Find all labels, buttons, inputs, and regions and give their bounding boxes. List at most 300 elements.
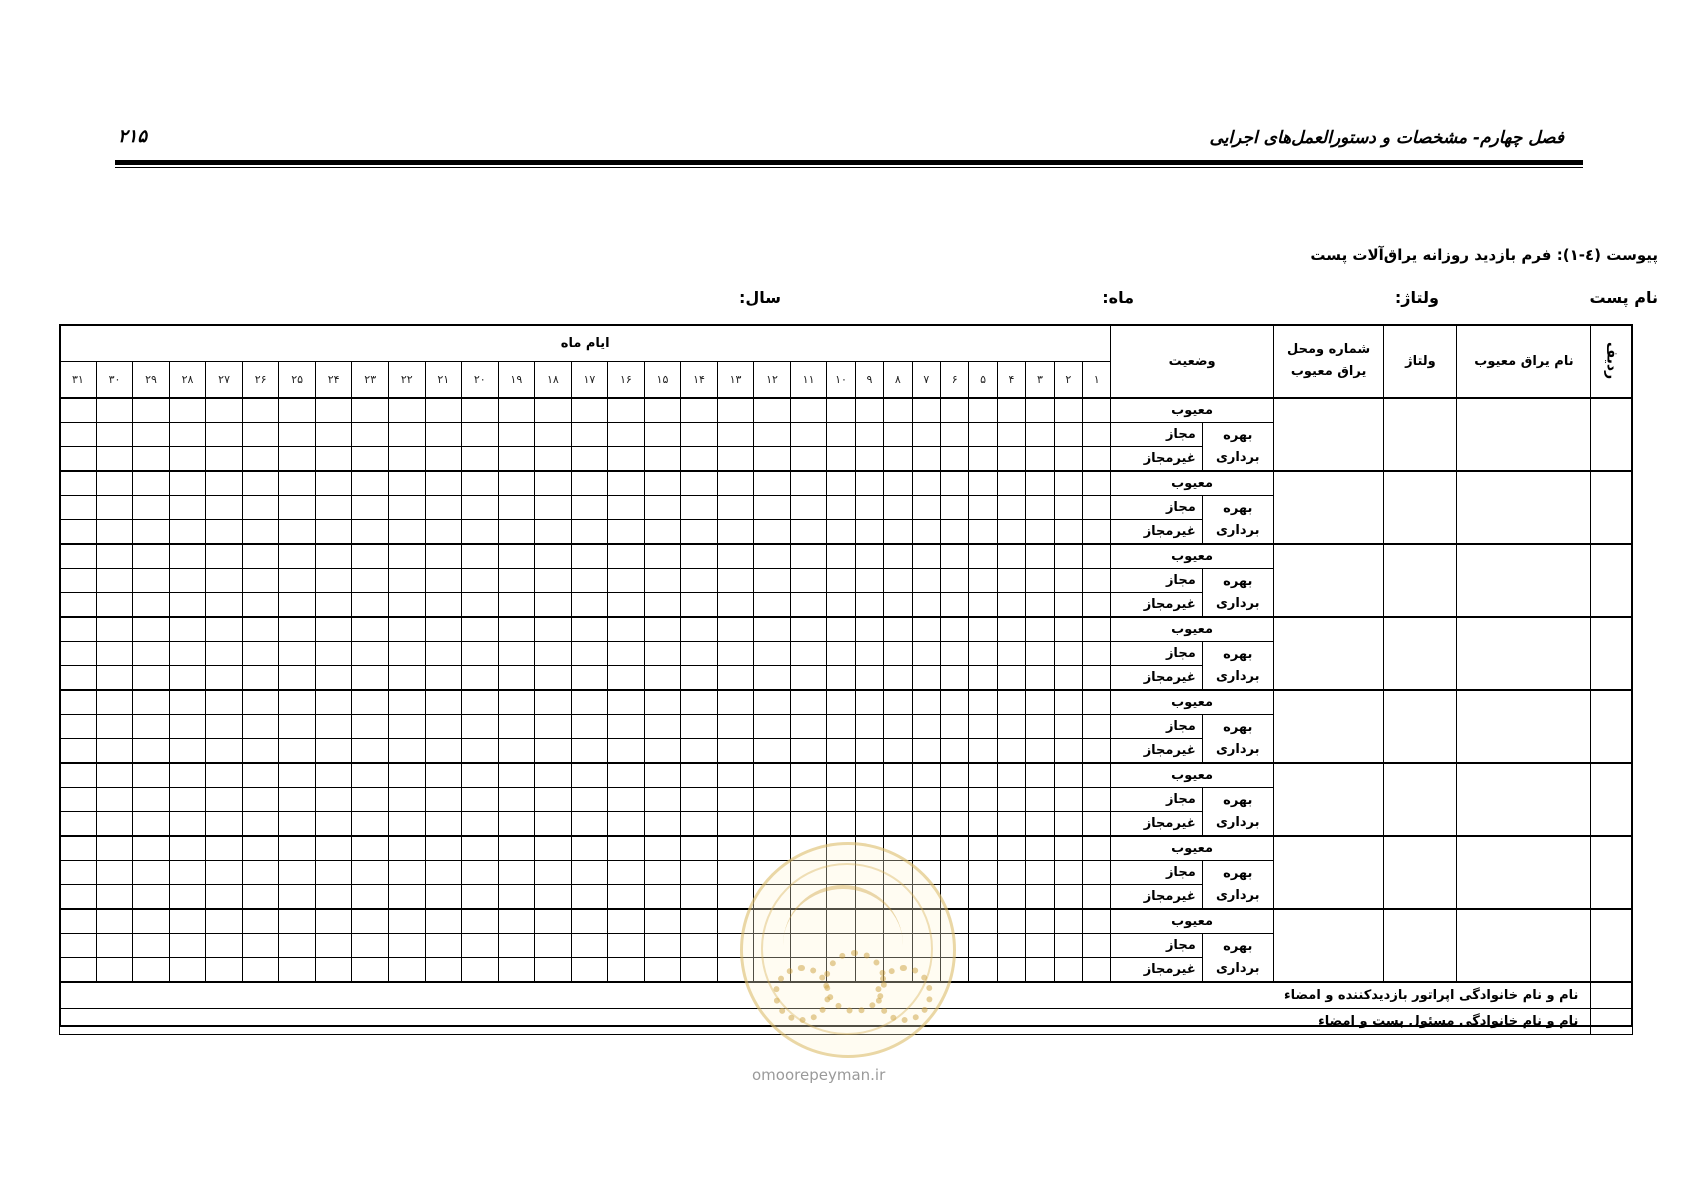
- day-check-cell[interactable]: [315, 885, 352, 910]
- day-check-cell[interactable]: [498, 544, 535, 569]
- equipment-name-cell[interactable]: [1457, 471, 1591, 544]
- day-check-cell[interactable]: [206, 861, 243, 885]
- day-check-cell[interactable]: [462, 496, 499, 520]
- day-check-cell[interactable]: [462, 690, 499, 715]
- day-check-cell[interactable]: [912, 788, 940, 812]
- day-check-cell[interactable]: [827, 788, 855, 812]
- day-check-cell[interactable]: [169, 763, 206, 788]
- day-check-cell[interactable]: [940, 861, 968, 885]
- day-check-cell[interactable]: [1026, 788, 1054, 812]
- day-check-cell[interactable]: [1026, 398, 1054, 423]
- day-check-cell[interactable]: [169, 934, 206, 958]
- day-check-cell[interactable]: [425, 520, 462, 545]
- day-check-cell[interactable]: [681, 398, 718, 423]
- day-check-cell[interactable]: [912, 593, 940, 618]
- day-check-cell[interactable]: [1054, 666, 1082, 691]
- day-check-cell[interactable]: [388, 690, 425, 715]
- day-check-cell[interactable]: [997, 885, 1025, 910]
- day-check-cell[interactable]: [754, 739, 791, 764]
- day-check-cell[interactable]: [912, 642, 940, 666]
- day-check-cell[interactable]: [206, 885, 243, 910]
- day-check-cell[interactable]: [352, 544, 389, 569]
- day-check-cell[interactable]: [535, 690, 572, 715]
- day-check-cell[interactable]: [242, 471, 279, 496]
- day-check-cell[interactable]: [717, 520, 754, 545]
- day-check-cell[interactable]: [169, 520, 206, 545]
- day-check-cell[interactable]: [1083, 763, 1111, 788]
- day-check-cell[interactable]: [60, 471, 97, 496]
- day-check-cell[interactable]: [352, 885, 389, 910]
- day-check-cell[interactable]: [96, 520, 133, 545]
- day-check-cell[interactable]: [1054, 423, 1082, 447]
- day-check-cell[interactable]: [717, 861, 754, 885]
- day-check-cell[interactable]: [681, 788, 718, 812]
- day-check-cell[interactable]: [315, 715, 352, 739]
- day-check-cell[interactable]: [997, 496, 1025, 520]
- day-check-cell[interactable]: [498, 642, 535, 666]
- day-check-cell[interactable]: [644, 763, 681, 788]
- day-check-cell[interactable]: [498, 812, 535, 837]
- day-check-cell[interactable]: [644, 520, 681, 545]
- day-check-cell[interactable]: [279, 715, 316, 739]
- day-check-cell[interactable]: [60, 520, 97, 545]
- day-check-cell[interactable]: [884, 471, 912, 496]
- day-check-cell[interactable]: [279, 617, 316, 642]
- number-location-cell[interactable]: [1273, 617, 1384, 690]
- day-check-cell[interactable]: [1054, 496, 1082, 520]
- day-check-cell[interactable]: [608, 423, 645, 447]
- day-check-cell[interactable]: [96, 788, 133, 812]
- day-check-cell[interactable]: [1054, 447, 1082, 472]
- day-check-cell[interactable]: [969, 520, 997, 545]
- day-check-cell[interactable]: [790, 617, 827, 642]
- day-check-cell[interactable]: [535, 666, 572, 691]
- day-check-cell[interactable]: [644, 690, 681, 715]
- day-check-cell[interactable]: [969, 544, 997, 569]
- day-check-cell[interactable]: [608, 496, 645, 520]
- day-check-cell[interactable]: [315, 861, 352, 885]
- day-check-cell[interactable]: [571, 423, 608, 447]
- day-check-cell[interactable]: [242, 715, 279, 739]
- day-check-cell[interactable]: [60, 763, 97, 788]
- day-check-cell[interactable]: [571, 544, 608, 569]
- day-check-cell[interactable]: [1054, 398, 1082, 423]
- day-check-cell[interactable]: [571, 836, 608, 861]
- day-check-cell[interactable]: [133, 812, 170, 837]
- day-check-cell[interactable]: [884, 447, 912, 472]
- day-check-cell[interactable]: [352, 739, 389, 764]
- day-check-cell[interactable]: [912, 423, 940, 447]
- day-check-cell[interactable]: [169, 593, 206, 618]
- day-check-cell[interactable]: [279, 496, 316, 520]
- day-check-cell[interactable]: [388, 909, 425, 934]
- day-check-cell[interactable]: [96, 715, 133, 739]
- day-check-cell[interactable]: [790, 812, 827, 837]
- day-check-cell[interactable]: [60, 909, 97, 934]
- day-check-cell[interactable]: [498, 763, 535, 788]
- day-check-cell[interactable]: [1083, 398, 1111, 423]
- day-check-cell[interactable]: [388, 496, 425, 520]
- day-check-cell[interactable]: [644, 788, 681, 812]
- day-check-cell[interactable]: [315, 471, 352, 496]
- day-check-cell[interactable]: [997, 666, 1025, 691]
- day-check-cell[interactable]: [969, 958, 997, 983]
- day-check-cell[interactable]: [969, 836, 997, 861]
- day-check-cell[interactable]: [681, 471, 718, 496]
- day-check-cell[interactable]: [717, 569, 754, 593]
- day-check-cell[interactable]: [1026, 715, 1054, 739]
- day-check-cell[interactable]: [388, 715, 425, 739]
- day-check-cell[interactable]: [535, 715, 572, 739]
- day-check-cell[interactable]: [206, 593, 243, 618]
- day-check-cell[interactable]: [279, 909, 316, 934]
- day-check-cell[interactable]: [571, 885, 608, 910]
- day-check-cell[interactable]: [681, 642, 718, 666]
- day-check-cell[interactable]: [462, 885, 499, 910]
- day-check-cell[interactable]: [133, 593, 170, 618]
- day-check-cell[interactable]: [1026, 642, 1054, 666]
- day-check-cell[interactable]: [754, 423, 791, 447]
- day-check-cell[interactable]: [462, 715, 499, 739]
- number-location-cell[interactable]: [1273, 763, 1384, 836]
- day-check-cell[interactable]: [681, 861, 718, 885]
- day-check-cell[interactable]: [1026, 617, 1054, 642]
- voltage-cell[interactable]: [1384, 617, 1457, 690]
- day-check-cell[interactable]: [498, 447, 535, 472]
- day-check-cell[interactable]: [279, 398, 316, 423]
- day-check-cell[interactable]: [1026, 544, 1054, 569]
- day-check-cell[interactable]: [315, 496, 352, 520]
- day-check-cell[interactable]: [969, 739, 997, 764]
- day-check-cell[interactable]: [133, 763, 170, 788]
- day-check-cell[interactable]: [790, 739, 827, 764]
- day-check-cell[interactable]: [1026, 690, 1054, 715]
- day-check-cell[interactable]: [1054, 715, 1082, 739]
- day-check-cell[interactable]: [169, 617, 206, 642]
- day-check-cell[interactable]: [425, 642, 462, 666]
- day-check-cell[interactable]: [60, 593, 97, 618]
- day-check-cell[interactable]: [644, 544, 681, 569]
- day-check-cell[interactable]: [96, 569, 133, 593]
- day-check-cell[interactable]: [969, 569, 997, 593]
- day-check-cell[interactable]: [462, 788, 499, 812]
- day-check-cell[interactable]: [462, 763, 499, 788]
- day-check-cell[interactable]: [425, 423, 462, 447]
- day-check-cell[interactable]: [997, 861, 1025, 885]
- day-check-cell[interactable]: [1083, 909, 1111, 934]
- day-check-cell[interactable]: [169, 958, 206, 983]
- day-check-cell[interactable]: [206, 836, 243, 861]
- voltage-cell[interactable]: [1384, 544, 1457, 617]
- day-check-cell[interactable]: [498, 423, 535, 447]
- day-check-cell[interactable]: [717, 398, 754, 423]
- day-check-cell[interactable]: [133, 836, 170, 861]
- day-check-cell[interactable]: [315, 666, 352, 691]
- day-check-cell[interactable]: [855, 690, 883, 715]
- day-check-cell[interactable]: [133, 934, 170, 958]
- day-check-cell[interactable]: [388, 812, 425, 837]
- day-check-cell[interactable]: [462, 812, 499, 837]
- day-check-cell[interactable]: [206, 812, 243, 837]
- day-check-cell[interactable]: [498, 715, 535, 739]
- day-check-cell[interactable]: [1083, 520, 1111, 545]
- day-check-cell[interactable]: [912, 715, 940, 739]
- day-check-cell[interactable]: [681, 934, 718, 958]
- day-check-cell[interactable]: [60, 544, 97, 569]
- number-location-cell[interactable]: [1273, 909, 1384, 982]
- day-check-cell[interactable]: [855, 496, 883, 520]
- day-check-cell[interactable]: [169, 423, 206, 447]
- day-check-cell[interactable]: [884, 617, 912, 642]
- day-check-cell[interactable]: [352, 520, 389, 545]
- day-check-cell[interactable]: [425, 909, 462, 934]
- day-check-cell[interactable]: [1083, 569, 1111, 593]
- day-check-cell[interactable]: [912, 666, 940, 691]
- day-check-cell[interactable]: [96, 739, 133, 764]
- day-check-cell[interactable]: [571, 496, 608, 520]
- day-check-cell[interactable]: [827, 763, 855, 788]
- day-check-cell[interactable]: [279, 520, 316, 545]
- day-check-cell[interactable]: [133, 642, 170, 666]
- day-check-cell[interactable]: [388, 739, 425, 764]
- day-check-cell[interactable]: [96, 690, 133, 715]
- day-check-cell[interactable]: [790, 520, 827, 545]
- day-check-cell[interactable]: [608, 812, 645, 837]
- day-check-cell[interactable]: [425, 861, 462, 885]
- day-check-cell[interactable]: [1083, 423, 1111, 447]
- day-check-cell[interactable]: [571, 398, 608, 423]
- day-check-cell[interactable]: [717, 471, 754, 496]
- day-check-cell[interactable]: [571, 520, 608, 545]
- day-check-cell[interactable]: [498, 520, 535, 545]
- day-check-cell[interactable]: [717, 423, 754, 447]
- day-check-cell[interactable]: [608, 788, 645, 812]
- number-location-cell[interactable]: [1273, 471, 1384, 544]
- day-check-cell[interactable]: [940, 788, 968, 812]
- day-check-cell[interactable]: [462, 544, 499, 569]
- day-check-cell[interactable]: [462, 617, 499, 642]
- day-check-cell[interactable]: [352, 642, 389, 666]
- day-check-cell[interactable]: [912, 569, 940, 593]
- day-check-cell[interactable]: [315, 593, 352, 618]
- day-check-cell[interactable]: [96, 812, 133, 837]
- day-check-cell[interactable]: [608, 958, 645, 983]
- day-check-cell[interactable]: [242, 763, 279, 788]
- day-check-cell[interactable]: [133, 861, 170, 885]
- day-check-cell[interactable]: [912, 836, 940, 861]
- day-check-cell[interactable]: [242, 812, 279, 837]
- row-number-cell[interactable]: [1591, 909, 1633, 982]
- day-check-cell[interactable]: [498, 788, 535, 812]
- day-check-cell[interactable]: [242, 398, 279, 423]
- day-check-cell[interactable]: [279, 690, 316, 715]
- day-check-cell[interactable]: [827, 812, 855, 837]
- row-number-cell[interactable]: [1591, 836, 1633, 909]
- day-check-cell[interactable]: [754, 836, 791, 861]
- day-check-cell[interactable]: [969, 763, 997, 788]
- day-check-cell[interactable]: [717, 544, 754, 569]
- day-check-cell[interactable]: [754, 496, 791, 520]
- day-check-cell[interactable]: [1054, 520, 1082, 545]
- day-check-cell[interactable]: [997, 471, 1025, 496]
- day-check-cell[interactable]: [855, 471, 883, 496]
- day-check-cell[interactable]: [535, 496, 572, 520]
- day-check-cell[interactable]: [498, 496, 535, 520]
- day-check-cell[interactable]: [571, 958, 608, 983]
- day-check-cell[interactable]: [855, 763, 883, 788]
- day-check-cell[interactable]: [242, 496, 279, 520]
- day-check-cell[interactable]: [644, 447, 681, 472]
- day-check-cell[interactable]: [96, 544, 133, 569]
- day-check-cell[interactable]: [242, 739, 279, 764]
- day-check-cell[interactable]: [681, 690, 718, 715]
- day-check-cell[interactable]: [1083, 544, 1111, 569]
- day-check-cell[interactable]: [425, 544, 462, 569]
- day-check-cell[interactable]: [279, 447, 316, 472]
- day-check-cell[interactable]: [535, 861, 572, 885]
- day-check-cell[interactable]: [279, 739, 316, 764]
- day-check-cell[interactable]: [827, 423, 855, 447]
- day-check-cell[interactable]: [60, 885, 97, 910]
- day-check-cell[interactable]: [462, 471, 499, 496]
- day-check-cell[interactable]: [644, 569, 681, 593]
- day-check-cell[interactable]: [279, 934, 316, 958]
- day-check-cell[interactable]: [96, 836, 133, 861]
- day-check-cell[interactable]: [912, 398, 940, 423]
- day-check-cell[interactable]: [790, 593, 827, 618]
- day-check-cell[interactable]: [60, 934, 97, 958]
- day-check-cell[interactable]: [388, 885, 425, 910]
- day-check-cell[interactable]: [608, 739, 645, 764]
- day-check-cell[interactable]: [388, 398, 425, 423]
- day-check-cell[interactable]: [535, 836, 572, 861]
- day-check-cell[interactable]: [60, 666, 97, 691]
- day-check-cell[interactable]: [571, 447, 608, 472]
- day-check-cell[interactable]: [388, 617, 425, 642]
- day-check-cell[interactable]: [827, 569, 855, 593]
- day-check-cell[interactable]: [790, 763, 827, 788]
- day-check-cell[interactable]: [133, 958, 170, 983]
- day-check-cell[interactable]: [462, 909, 499, 934]
- day-check-cell[interactable]: [498, 885, 535, 910]
- day-check-cell[interactable]: [60, 642, 97, 666]
- day-check-cell[interactable]: [681, 812, 718, 837]
- day-check-cell[interactable]: [352, 690, 389, 715]
- day-check-cell[interactable]: [571, 666, 608, 691]
- day-check-cell[interactable]: [133, 471, 170, 496]
- day-check-cell[interactable]: [1083, 593, 1111, 618]
- day-check-cell[interactable]: [315, 690, 352, 715]
- day-check-cell[interactable]: [60, 617, 97, 642]
- day-check-cell[interactable]: [388, 861, 425, 885]
- day-check-cell[interactable]: [535, 812, 572, 837]
- day-check-cell[interactable]: [169, 885, 206, 910]
- day-check-cell[interactable]: [790, 423, 827, 447]
- day-check-cell[interactable]: [425, 690, 462, 715]
- day-check-cell[interactable]: [912, 447, 940, 472]
- day-check-cell[interactable]: [425, 788, 462, 812]
- day-check-cell[interactable]: [969, 423, 997, 447]
- day-check-cell[interactable]: [535, 642, 572, 666]
- day-check-cell[interactable]: [315, 520, 352, 545]
- day-check-cell[interactable]: [969, 617, 997, 642]
- day-check-cell[interactable]: [754, 788, 791, 812]
- day-check-cell[interactable]: [462, 642, 499, 666]
- day-check-cell[interactable]: [315, 739, 352, 764]
- day-check-cell[interactable]: [717, 763, 754, 788]
- day-check-cell[interactable]: [206, 398, 243, 423]
- day-check-cell[interactable]: [1083, 690, 1111, 715]
- day-check-cell[interactable]: [717, 642, 754, 666]
- day-check-cell[interactable]: [1083, 666, 1111, 691]
- day-check-cell[interactable]: [133, 909, 170, 934]
- day-check-cell[interactable]: [1026, 958, 1054, 983]
- day-check-cell[interactable]: [717, 617, 754, 642]
- day-check-cell[interactable]: [1054, 690, 1082, 715]
- day-check-cell[interactable]: [352, 715, 389, 739]
- day-check-cell[interactable]: [969, 642, 997, 666]
- day-check-cell[interactable]: [315, 642, 352, 666]
- day-check-cell[interactable]: [884, 739, 912, 764]
- day-check-cell[interactable]: [425, 569, 462, 593]
- day-check-cell[interactable]: [60, 398, 97, 423]
- day-check-cell[interactable]: [60, 447, 97, 472]
- day-check-cell[interactable]: [498, 739, 535, 764]
- day-check-cell[interactable]: [498, 690, 535, 715]
- day-check-cell[interactable]: [352, 763, 389, 788]
- day-check-cell[interactable]: [535, 739, 572, 764]
- day-check-cell[interactable]: [535, 763, 572, 788]
- day-check-cell[interactable]: [60, 788, 97, 812]
- day-check-cell[interactable]: [571, 934, 608, 958]
- day-check-cell[interactable]: [425, 812, 462, 837]
- day-check-cell[interactable]: [1054, 836, 1082, 861]
- day-check-cell[interactable]: [644, 909, 681, 934]
- day-check-cell[interactable]: [279, 836, 316, 861]
- day-check-cell[interactable]: [997, 763, 1025, 788]
- day-check-cell[interactable]: [969, 715, 997, 739]
- day-check-cell[interactable]: [206, 763, 243, 788]
- day-check-cell[interactable]: [242, 423, 279, 447]
- number-location-cell[interactable]: [1273, 544, 1384, 617]
- day-check-cell[interactable]: [242, 666, 279, 691]
- day-check-cell[interactable]: [608, 593, 645, 618]
- day-check-cell[interactable]: [169, 836, 206, 861]
- day-check-cell[interactable]: [644, 715, 681, 739]
- day-check-cell[interactable]: [571, 812, 608, 837]
- day-check-cell[interactable]: [462, 447, 499, 472]
- day-check-cell[interactable]: [644, 398, 681, 423]
- day-check-cell[interactable]: [790, 496, 827, 520]
- equipment-name-cell[interactable]: [1457, 763, 1591, 836]
- day-check-cell[interactable]: [352, 496, 389, 520]
- day-check-cell[interactable]: [855, 642, 883, 666]
- day-check-cell[interactable]: [940, 715, 968, 739]
- day-check-cell[interactable]: [60, 812, 97, 837]
- day-check-cell[interactable]: [1026, 739, 1054, 764]
- day-check-cell[interactable]: [571, 763, 608, 788]
- day-check-cell[interactable]: [884, 812, 912, 837]
- day-check-cell[interactable]: [352, 836, 389, 861]
- day-check-cell[interactable]: [388, 934, 425, 958]
- day-check-cell[interactable]: [608, 520, 645, 545]
- day-check-cell[interactable]: [1083, 934, 1111, 958]
- day-check-cell[interactable]: [279, 763, 316, 788]
- day-check-cell[interactable]: [681, 715, 718, 739]
- day-check-cell[interactable]: [754, 398, 791, 423]
- day-check-cell[interactable]: [571, 739, 608, 764]
- day-check-cell[interactable]: [997, 423, 1025, 447]
